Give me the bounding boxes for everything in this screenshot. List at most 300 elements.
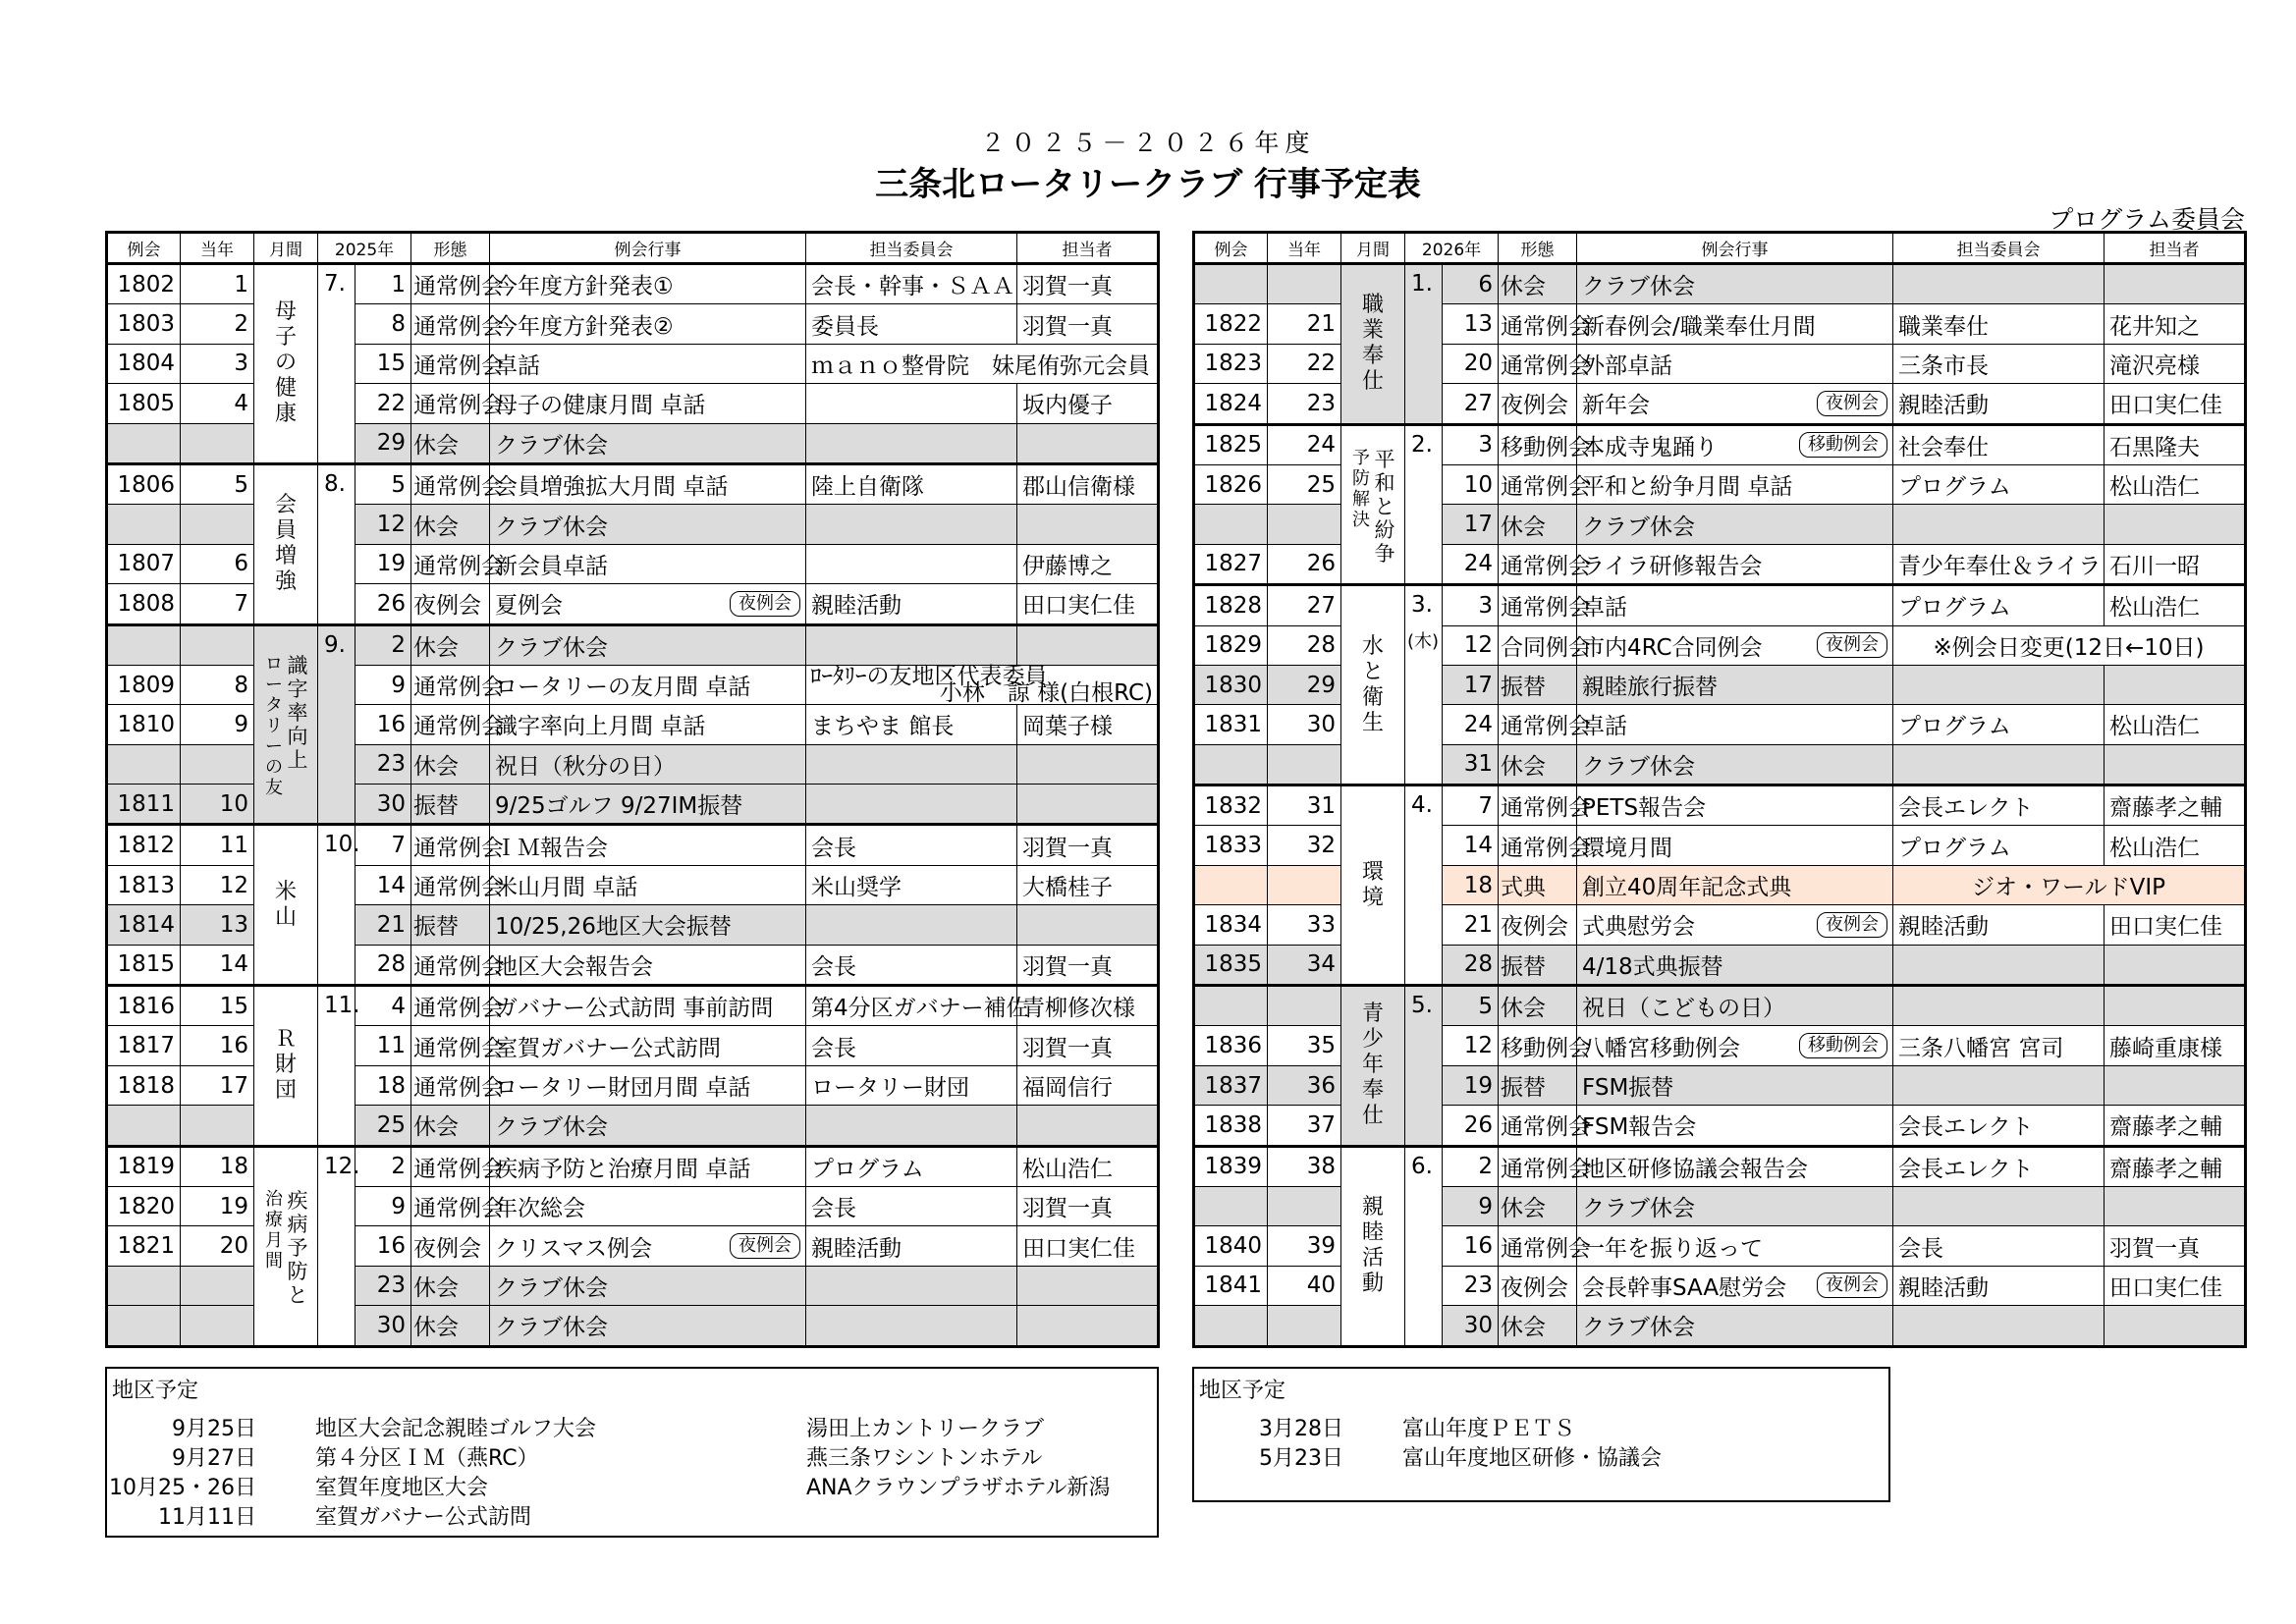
committee-cell: プログラム — [1893, 705, 2105, 744]
committee-cell: プログラム — [806, 1146, 1017, 1186]
event-badge: 夜例会 — [1817, 1272, 1887, 1298]
committee-cell — [1893, 1306, 2105, 1346]
month-number: 7. — [324, 271, 346, 297]
meeting-type: 通常例会 — [1499, 344, 1577, 383]
meeting-day: 12 — [355, 505, 411, 544]
meeting-number: 1835 — [1194, 945, 1268, 985]
meeting-count: 25 — [1268, 464, 1341, 504]
meeting-number — [107, 1106, 181, 1146]
committee-person: 小林 諒 様(白根RC) — [939, 679, 1154, 706]
meeting-count — [1268, 865, 1341, 904]
meeting-number: 1802 — [107, 264, 181, 304]
meeting-number: 1807 — [107, 544, 181, 583]
meeting-event: 室賀ガバナー公式訪問 — [490, 1026, 806, 1065]
meeting-type: 休会 — [1499, 1186, 1577, 1225]
event-badge: 夜例会 — [730, 1233, 800, 1259]
meeting-count — [1268, 264, 1341, 304]
district-event: 室賀ガバナー公式訪問 — [315, 1505, 532, 1530]
month-theme-text — [263, 654, 308, 798]
person-cell — [1017, 1306, 1159, 1346]
month-theme — [1341, 1146, 1405, 1346]
event-wrap — [1582, 429, 1887, 461]
month-theme-text: 母子の健康 — [274, 299, 297, 427]
district-schedule-left — [105, 1367, 1159, 1538]
person-cell: 田口実仁佳 — [1017, 584, 1159, 624]
person-cell: 坂内優子 — [1017, 384, 1159, 423]
month-theme-text: 会員増強 — [274, 493, 297, 595]
meeting-day: 27 — [1443, 384, 1499, 424]
meeting-count: 4 — [181, 384, 254, 423]
committee-cell — [1893, 665, 2105, 704]
meeting-count — [181, 744, 254, 784]
meeting-number: 1813 — [107, 865, 181, 904]
meeting-type: 休会 — [411, 423, 490, 463]
meeting-type: 通常例会 — [1499, 826, 1577, 865]
committee-cell: 親睦活動 — [806, 584, 1017, 624]
month-theme-part: 治療月間 — [265, 1189, 283, 1272]
month-number: 6. — [1411, 1153, 1433, 1179]
table-header — [1194, 233, 2246, 264]
month-label — [1405, 424, 1443, 585]
meeting-count: 36 — [1268, 1065, 1341, 1105]
month-label — [318, 1146, 360, 1346]
meeting-type: 通常例会 — [1499, 1226, 1577, 1266]
meeting-event: クラブ休会 — [490, 624, 806, 665]
district-event: 室賀年度地区大会 — [315, 1476, 489, 1500]
meeting-count: 6 — [181, 544, 254, 583]
event-badge: 夜例会 — [730, 591, 800, 617]
column-header: 例会 — [107, 233, 181, 264]
meeting-event: 今年度方針発表① — [490, 264, 806, 304]
meeting-event: 卓話 — [1577, 585, 1893, 625]
meeting-type: 夜例会 — [411, 584, 490, 624]
person-cell: 松山浩仁 — [1017, 1146, 1159, 1186]
committee-cell: 会長 — [806, 1026, 1017, 1065]
schedule-table-2026 — [1192, 231, 2247, 1348]
meeting-event: クラブ休会 — [1577, 264, 1893, 304]
meeting-day: 19 — [1443, 1065, 1499, 1105]
event-badge: 夜例会 — [1817, 632, 1887, 658]
district-date: 10月25・26日 — [109, 1476, 256, 1500]
meeting-number: 1812 — [107, 825, 181, 865]
committee-label: プログラム委員会 — [2049, 205, 2245, 234]
meeting-number: 1834 — [1194, 905, 1268, 945]
meeting-number — [1194, 505, 1268, 544]
meeting-day: 20 — [1443, 344, 1499, 383]
meeting-event: 卓話 — [490, 344, 806, 383]
meeting-number: 1839 — [1194, 1146, 1268, 1186]
table-row — [1194, 1146, 2246, 1186]
district-event: 富山年度地区研修・協議会 — [1402, 1446, 1663, 1471]
meeting-type: 式典 — [1499, 865, 1577, 904]
meeting-count: 7 — [181, 584, 254, 624]
meeting-count: 5 — [181, 463, 254, 504]
meeting-event — [490, 1226, 806, 1266]
table-row — [107, 986, 1159, 1026]
person-cell: 羽賀一真 — [1017, 1026, 1159, 1065]
month-theme — [1341, 424, 1405, 585]
meeting-event: 卓話 — [1577, 705, 1893, 744]
person-cell: 松山浩仁 — [2105, 585, 2246, 625]
event-text: 八幡宮移動例会 — [1582, 1035, 1741, 1061]
person-cell — [2105, 744, 2246, 785]
meeting-event: 親睦旅行振替 — [1577, 665, 1893, 704]
meeting-type: 通常例会 — [411, 1065, 490, 1105]
meeting-day: 21 — [1443, 905, 1499, 945]
month-theme — [1341, 264, 1405, 425]
meeting-number: 1817 — [107, 1026, 181, 1065]
meeting-number: 1837 — [1194, 1065, 1268, 1105]
meeting-event: 会員増強拡大月間 卓話 — [490, 463, 806, 504]
column-header: 2026年 — [1405, 233, 1499, 264]
meeting-event: 創立40周年記念式典 — [1577, 865, 1893, 904]
committee-cell — [1893, 505, 2105, 544]
meeting-day: 16 — [355, 1226, 411, 1266]
meeting-day: 2 — [1443, 1146, 1499, 1186]
person-cell: 羽賀一真 — [1017, 945, 1159, 985]
meeting-type: 移動例会 — [1499, 424, 1577, 464]
column-header: 例会 — [1194, 233, 1268, 264]
table-row — [107, 624, 1159, 665]
meeting-day: 19 — [355, 544, 411, 583]
person-cell — [2105, 505, 2246, 544]
column-header: 形態 — [1499, 233, 1577, 264]
meeting-type: 通常例会 — [411, 544, 490, 583]
meeting-event: クラブ休会 — [490, 1306, 806, 1346]
committee-cell: 会長 — [806, 1186, 1017, 1225]
meeting-count: 3 — [181, 344, 254, 383]
committee-cell — [806, 665, 1159, 704]
committee-cell: 三条市長 — [1893, 344, 2105, 383]
meeting-count: 1 — [181, 264, 254, 304]
committee-cell — [806, 744, 1017, 784]
meeting-event: 地区研修協議会報告会 — [1577, 1146, 1893, 1186]
meeting-event: 識字率向上月間 卓話 — [490, 705, 806, 744]
meeting-day: 30 — [355, 1306, 411, 1346]
meeting-type: 通常例会 — [411, 264, 490, 304]
meeting-count: 9 — [181, 705, 254, 744]
event-text: クリスマス例会 — [495, 1235, 653, 1262]
meeting-type: 通常例会 — [411, 344, 490, 383]
month-number: 12. — [324, 1153, 360, 1179]
committee-name: ﾛｰﾀﾘｰの友地区代表委員 — [810, 663, 1048, 689]
meeting-count: 17 — [181, 1065, 254, 1105]
person-cell: 田口実仁佳 — [2105, 905, 2246, 945]
person-cell: 藤崎重康様 — [2105, 1026, 2246, 1065]
table-header — [107, 233, 1159, 264]
meeting-day: 9 — [355, 665, 411, 704]
meeting-day: 29 — [355, 423, 411, 463]
meeting-count: 21 — [1268, 304, 1341, 344]
meeting-day: 2 — [355, 1146, 411, 1186]
meeting-number: 1804 — [107, 344, 181, 383]
meeting-count: 38 — [1268, 1146, 1341, 1186]
meeting-day: 17 — [1443, 665, 1499, 704]
meeting-number: 1818 — [107, 1065, 181, 1105]
meeting-event: 新会員卓話 — [490, 544, 806, 583]
meeting-day: 7 — [355, 825, 411, 865]
meeting-count: 13 — [181, 905, 254, 945]
committee-cell: 親睦活動 — [1893, 1266, 2105, 1305]
meeting-count: 37 — [1268, 1106, 1341, 1146]
committee-cell — [806, 1306, 1017, 1346]
meeting-type: 通常例会 — [411, 865, 490, 904]
district-event: 第４分区ＩＭ（燕RC） — [315, 1446, 539, 1471]
table-row — [1194, 585, 2246, 625]
meeting-event: 4/18式典振替 — [1577, 945, 1893, 985]
meeting-type: 休会 — [411, 624, 490, 665]
person-cell — [1017, 1106, 1159, 1146]
month-number: 2. — [1411, 431, 1433, 458]
event-badge: 夜例会 — [1817, 912, 1887, 938]
month-number: 1. — [1411, 271, 1433, 297]
meeting-day: 8 — [355, 304, 411, 344]
meeting-type: 振替 — [1499, 945, 1577, 985]
meeting-number — [107, 423, 181, 463]
schedule-table-2025 — [105, 231, 1160, 1348]
committee-cell — [1893, 1186, 2105, 1225]
meeting-type: 通常例会 — [411, 705, 490, 744]
meeting-day: 28 — [355, 945, 411, 985]
meeting-type: 通常例会 — [411, 825, 490, 865]
district-place: ANAクラウンプラザホテル新潟 — [806, 1476, 1111, 1500]
meeting-number: 1828 — [1194, 585, 1268, 625]
meeting-count — [1268, 1186, 1341, 1225]
meeting-count — [181, 1106, 254, 1146]
meeting-event: クラブ休会 — [490, 1266, 806, 1305]
meeting-number: 1809 — [107, 665, 181, 704]
committee-cell — [1893, 1065, 2105, 1105]
person-cell — [1017, 423, 1159, 463]
month-label — [318, 463, 355, 624]
meeting-count: 34 — [1268, 945, 1341, 985]
district-date: 9月25日 — [172, 1417, 256, 1441]
table-row — [1194, 986, 2246, 1026]
person-cell — [1017, 785, 1159, 825]
meeting-event: 祝日（こどもの日） — [1577, 986, 1893, 1026]
event-text: 新年会 — [1582, 393, 1651, 419]
committee-cell: 会長 — [806, 825, 1017, 865]
district-date: 3月28日 — [1259, 1417, 1343, 1441]
person-cell — [2105, 1306, 2246, 1346]
month-note: (木) — [1407, 631, 1440, 653]
month-label — [1405, 1146, 1443, 1346]
meeting-type: 通常例会 — [1499, 304, 1577, 344]
meeting-day: 24 — [1443, 544, 1499, 584]
meeting-event: 外部卓話 — [1577, 344, 1893, 383]
meeting-day: 23 — [1443, 1266, 1499, 1305]
meeting-event: 米山月間 卓話 — [490, 865, 806, 904]
meeting-count: 19 — [181, 1186, 254, 1225]
column-header: 例会行事 — [1577, 233, 1893, 264]
meeting-count: 10 — [181, 785, 254, 825]
district-heading: 地区予定 — [1199, 1379, 1286, 1403]
meeting-type: 振替 — [411, 905, 490, 945]
meeting-day: 14 — [1443, 826, 1499, 865]
month-label — [318, 264, 355, 464]
meeting-event: PETS報告会 — [1577, 785, 1893, 826]
meeting-event — [1577, 905, 1893, 945]
meeting-day: 6 — [1443, 264, 1499, 304]
meeting-type: 通常例会 — [411, 1026, 490, 1065]
table-row — [107, 1146, 1159, 1186]
meeting-event: 母子の健康月間 卓話 — [490, 384, 806, 423]
person-cell: 松山浩仁 — [2105, 705, 2246, 744]
meeting-number: 1833 — [1194, 826, 1268, 865]
meeting-number: 1819 — [107, 1146, 181, 1186]
meeting-day: 7 — [1443, 785, 1499, 826]
meeting-day: 24 — [1443, 705, 1499, 744]
meeting-number: 1822 — [1194, 304, 1268, 344]
person-cell: 岡葉子様 — [1017, 705, 1159, 744]
month-theme — [1341, 986, 1405, 1147]
committee-cell: 会長エレクト — [1893, 1146, 2105, 1186]
month-theme-part: 平和と紛争 — [1374, 447, 1395, 566]
person-cell — [2105, 1065, 2246, 1105]
meeting-number: 1841 — [1194, 1266, 1268, 1305]
meeting-day: 11 — [355, 1026, 411, 1065]
meeting-number: 1810 — [107, 705, 181, 744]
committee-cell: 米山奨学 — [806, 865, 1017, 904]
event-wrap — [495, 1230, 800, 1263]
meeting-number — [1194, 865, 1268, 904]
person-cell: 羽賀一真 — [1017, 264, 1159, 304]
meeting-number: 1825 — [1194, 424, 1268, 464]
meeting-type: 通常例会 — [1499, 544, 1577, 584]
meeting-day: 18 — [1443, 865, 1499, 904]
meeting-count: 20 — [181, 1226, 254, 1266]
meeting-count — [181, 1266, 254, 1305]
person-cell: 石川一昭 — [2105, 544, 2246, 584]
meeting-type: 休会 — [411, 744, 490, 784]
month-theme-text: 職業奉仕 — [1361, 293, 1384, 395]
meeting-count: 18 — [181, 1146, 254, 1186]
district-place: 湯田上カントリークラブ — [806, 1417, 1045, 1441]
meeting-number: 1840 — [1194, 1226, 1268, 1266]
meeting-count: 8 — [181, 665, 254, 704]
meeting-type: 振替 — [1499, 1065, 1577, 1105]
month-label — [1405, 264, 1443, 425]
column-header: 担当者 — [1017, 233, 1159, 264]
committee-cell: 会長エレクト — [1893, 1106, 2105, 1146]
meeting-number: 1811 — [107, 785, 181, 825]
district-date: 5月23日 — [1259, 1446, 1343, 1471]
person-cell — [2105, 986, 2246, 1026]
person-cell: 齋藤孝之輔 — [2105, 1106, 2246, 1146]
meeting-event: 9/25ゴルフ 9/27IM振替 — [490, 785, 806, 825]
month-theme — [254, 986, 318, 1147]
person-cell: 滝沢亮様 — [2105, 344, 2246, 383]
district-heading: 地区予定 — [112, 1379, 199, 1403]
committee-cell: 会長 — [1893, 1226, 2105, 1266]
meeting-count: 40 — [1268, 1266, 1341, 1305]
committee-cell — [1893, 264, 2105, 304]
month-theme-text — [1350, 448, 1395, 566]
column-header: 月間 — [254, 233, 318, 264]
meeting-day: 9 — [355, 1186, 411, 1225]
meeting-type: 通常例会 — [1499, 1106, 1577, 1146]
meeting-event: 10/25,26地区大会振替 — [490, 905, 806, 945]
month-theme-text: 親睦活動 — [1361, 1195, 1384, 1297]
meeting-day: 5 — [355, 463, 411, 504]
month-theme-part: 識字率向上 — [287, 654, 308, 773]
committee-cell: ロータリー財団 — [806, 1065, 1017, 1105]
meeting-number — [107, 1306, 181, 1346]
column-header: 月間 — [1341, 233, 1405, 264]
meeting-number: 1808 — [107, 584, 181, 624]
month-label — [1405, 785, 1443, 986]
committee-cell — [806, 624, 1017, 665]
month-number: 5. — [1411, 993, 1433, 1019]
month-number: 8. — [324, 470, 346, 497]
meeting-number — [1194, 1186, 1268, 1225]
table-row — [107, 825, 1159, 865]
meeting-day: 3 — [1443, 585, 1499, 625]
committee-cell — [1893, 945, 2105, 985]
meeting-type: 通常例会 — [411, 945, 490, 985]
district-schedule-right — [1192, 1367, 1890, 1502]
meeting-count: 30 — [1268, 705, 1341, 744]
meeting-count — [181, 624, 254, 665]
meeting-type: 通常例会 — [411, 1146, 490, 1186]
committee-cell: まちやま 館長 — [806, 705, 1017, 744]
meeting-event: クラブ休会 — [1577, 1306, 1893, 1346]
district-date: 11月11日 — [158, 1505, 256, 1530]
person-cell — [1017, 905, 1159, 945]
meeting-event — [1577, 384, 1893, 424]
meeting-number: 1815 — [107, 945, 181, 985]
committee-cell — [806, 905, 1017, 945]
meeting-type: 休会 — [411, 1106, 490, 1146]
person-cell — [1017, 624, 1159, 665]
meeting-event: 疾病予防と治療月間 卓話 — [490, 1146, 806, 1186]
meeting-day: 26 — [1443, 1106, 1499, 1146]
table-row — [1194, 264, 2246, 304]
meeting-event: クラブ休会 — [490, 505, 806, 544]
meeting-event: クラブ休会 — [490, 423, 806, 463]
committee-cell — [806, 384, 1017, 423]
event-text: 式典慰労会 — [1582, 914, 1696, 941]
event-wrap — [1582, 629, 1887, 662]
meeting-number: 1816 — [107, 986, 181, 1026]
meeting-number: 1830 — [1194, 665, 1268, 704]
month-theme-text: Ｒ財団 — [274, 1027, 297, 1104]
meeting-day: 30 — [1443, 1306, 1499, 1346]
meeting-type: 夜例会 — [1499, 1266, 1577, 1305]
fiscal-year: ２０２５－２０２６年度 — [980, 129, 1316, 157]
month-theme — [254, 825, 318, 986]
meeting-event: 祝日（秋分の日） — [490, 744, 806, 784]
meeting-count: 24 — [1268, 424, 1341, 464]
month-number: 4. — [1411, 792, 1433, 819]
month-theme-part: 予防解決 — [1352, 447, 1370, 530]
committee-cell: 陸上自衛隊 — [806, 463, 1017, 504]
committee-cell: 三条八幡宮 宮司 — [1893, 1026, 2105, 1065]
month-theme-text: 青少年奉仕 — [1361, 1001, 1384, 1129]
meeting-type: 振替 — [1499, 665, 1577, 704]
month-theme-text: 米山 — [274, 879, 297, 930]
column-header: 当年 — [1268, 233, 1341, 264]
committee-cell — [806, 544, 1017, 583]
month-label — [1405, 585, 1443, 785]
committee-cell — [806, 423, 1017, 463]
meeting-count: 12 — [181, 865, 254, 904]
meeting-number: 1823 — [1194, 344, 1268, 383]
person-cell: 松山浩仁 — [2105, 826, 2246, 865]
meeting-number: 1832 — [1194, 785, 1268, 826]
meeting-number — [1194, 264, 1268, 304]
district-date: 9月27日 — [172, 1446, 256, 1471]
